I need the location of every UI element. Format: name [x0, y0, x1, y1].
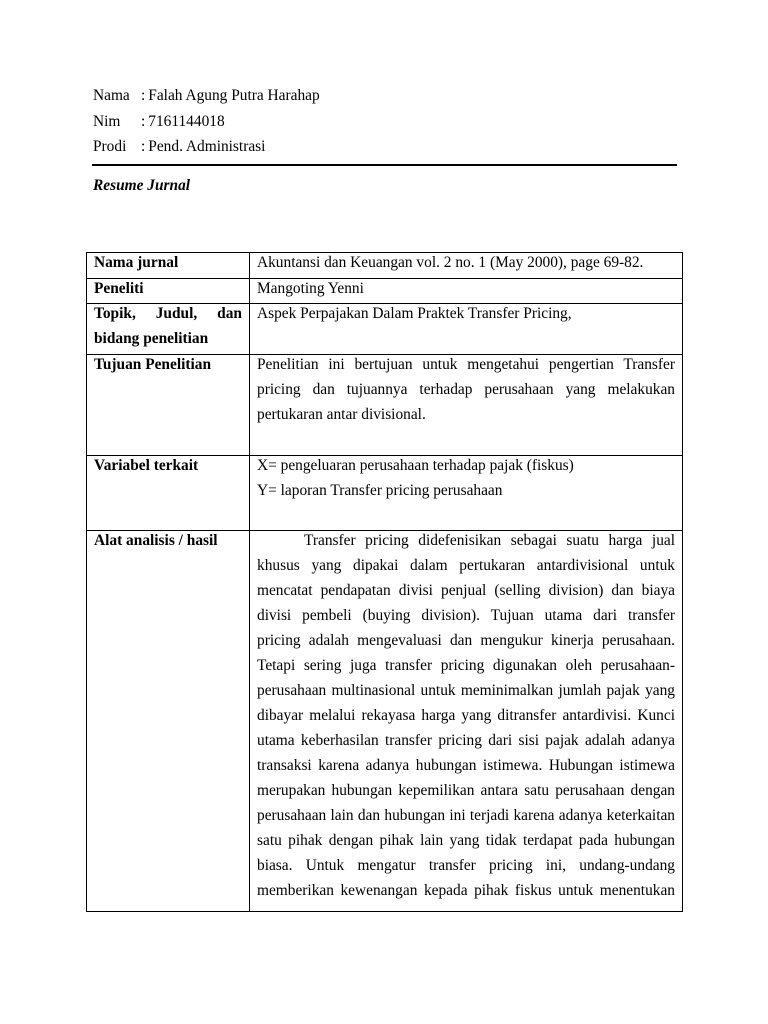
info-row-nama: [93, 83, 320, 109]
label-line: bidang penelitian: [94, 330, 209, 347]
value-block: [257, 253, 675, 276]
value-line: Y= laporan Transfer pricing perusahaan: [257, 482, 503, 499]
table-row-tujuan: [87, 355, 683, 456]
value-cell: [250, 355, 683, 456]
label-cell: [87, 456, 250, 531]
info-row-nim: [93, 109, 320, 135]
value-line: dibayar melalui rekayasa harga yang ditransfer antardivisi. Kunci: [257, 707, 675, 724]
value-block: [257, 456, 675, 504]
value-block: [257, 304, 675, 327]
label-block: [94, 279, 242, 302]
info-value: Pend. Administrasi: [148, 138, 266, 155]
header-divider: [92, 164, 677, 166]
resume-table: [86, 252, 683, 912]
value-line: pricing adalah mengevaluasi dan mengukur kinerja perusahaan.: [257, 632, 675, 649]
label-cell: [87, 531, 250, 912]
table-row-alat-analisis: [87, 531, 683, 912]
value-line: transaksi karena adanya hubungan istimewa. Hubungan istimewa: [257, 757, 675, 774]
value-block: [257, 279, 675, 302]
value-line: Mangoting Yenni: [257, 280, 364, 297]
value-line: memberikan kewenangan kepada pihak fiskus untuk menentukan: [257, 882, 675, 899]
info-separator: :: [141, 112, 146, 130]
label-block: [94, 355, 242, 378]
value-line: Tetapi sering juga transfer pricing digunakan oleh perusahaan-: [257, 657, 675, 674]
label-cell: [87, 253, 250, 279]
value-line: Aspek Perpajakan Dalam Praktek Transfer Pricing,: [257, 305, 572, 322]
info-row-prodi: [93, 134, 320, 160]
value-line: merupakan hubungan kepemilikan antara satu perusahaan dengan: [257, 782, 675, 799]
value-line: pricing dan tujuannya terhadap perusahaan yang melakukan: [257, 381, 675, 398]
label-line: Nama jurnal: [94, 254, 179, 271]
table-row-nama-jurnal: [87, 253, 683, 279]
value-line: perusahaan lain dan hubungan ini terjadi karena adanya keterkaitan: [257, 807, 675, 824]
info-value: 7161144018: [148, 112, 225, 130]
label-block: [94, 531, 242, 554]
table-body: [87, 253, 683, 912]
value-cell: [250, 279, 683, 304]
table-row-peneliti: [87, 279, 683, 304]
label-cell: [87, 355, 250, 456]
label-block: [94, 253, 242, 276]
label-block: [94, 304, 242, 352]
value-line: satu pihak dengan pihak lain yang tidak terdapat pada hubungan: [257, 832, 675, 849]
label-block: [94, 456, 242, 479]
label-line: Tujuan Penelitian: [94, 356, 212, 373]
value-cell: [250, 456, 683, 531]
value-line: biasa. Untuk mengatur transfer pricing ini, undang-undang: [257, 857, 675, 874]
section-title: Resume Jurnal: [93, 177, 191, 194]
value-line: divisi pembeli (buying division). Tujuan utama dari transfer: [257, 607, 675, 624]
label-line: Peneliti: [94, 280, 144, 297]
value-cell: [250, 531, 683, 912]
student-info: [93, 83, 320, 160]
label-line: Variabel terkait: [94, 457, 199, 474]
label-line: Alat analisis / hasil: [94, 532, 218, 549]
value-cell: [250, 253, 683, 279]
value-line: Akuntansi dan Keuangan vol. 2 no. 1 (May 2000), page 69-82.: [257, 254, 644, 271]
info-separator: :: [141, 87, 146, 104]
label-line: Topik, Judul, dan: [94, 305, 242, 322]
value-block: [257, 531, 675, 904]
value-line: X= pengeluaran perusahaan terhadap pajak (fiskus): [257, 457, 574, 474]
info-label: Nim: [93, 112, 121, 130]
info-label: Nama: [93, 87, 130, 104]
value-line: mencatat pendapatan divisi penjual (selling division) dan biaya: [257, 582, 675, 599]
value-line: khusus yang dipakai dalam pertukaran antardivisional untuk: [257, 557, 675, 574]
info-value: Falah Agung Putra Harahap: [148, 87, 320, 104]
value-block: [257, 355, 675, 428]
info-separator: :: [141, 138, 146, 155]
table-row-variabel: [87, 456, 683, 531]
value-line: Penelitian ini bertujuan untuk mengetahui pengertian Transfer: [257, 356, 675, 373]
table-row-topik: [87, 304, 683, 355]
label-cell: [87, 304, 250, 355]
value-line: perusahaan multinasional untuk meminimalkan jumlah pajak yang: [257, 682, 675, 699]
label-cell: [87, 279, 250, 304]
value-line: pertukaran antar divisional.: [257, 406, 426, 423]
value-cell: [250, 304, 683, 355]
info-label: Prodi: [93, 138, 127, 155]
value-line: utama keberhasilan transfer pricing dari sisi pajak adalah adanya: [257, 732, 675, 749]
value-line: Transfer pricing didefenisikan sebagai suatu harga jual: [304, 532, 675, 549]
